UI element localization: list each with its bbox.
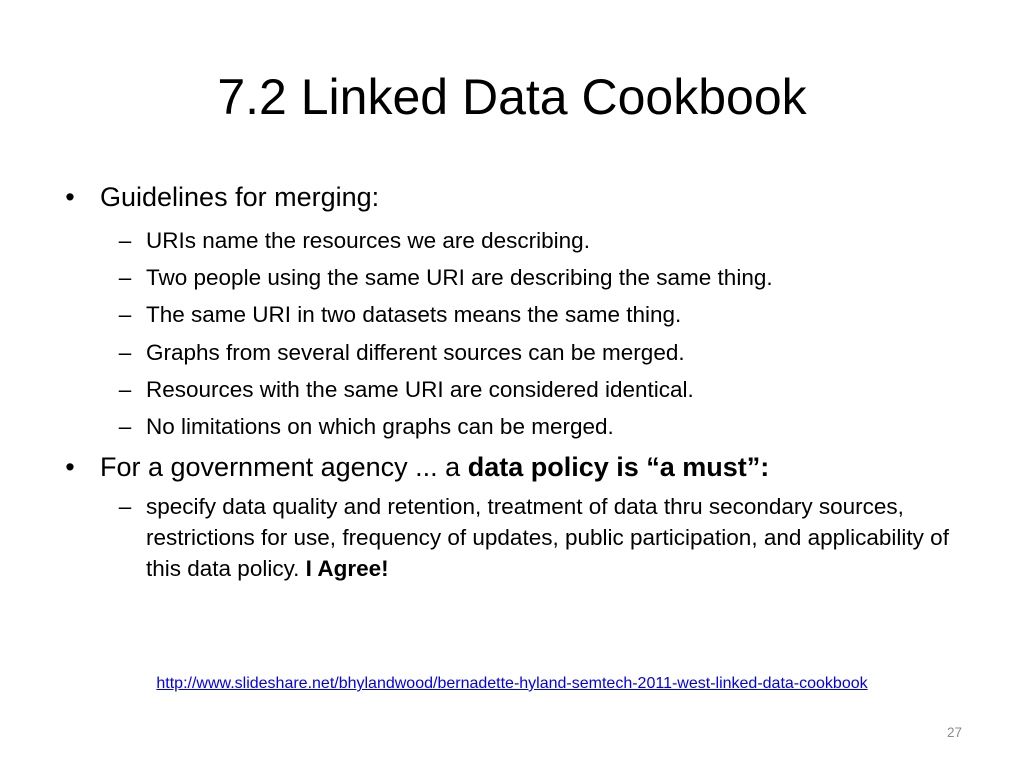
sub-bullet-emphasis: I Agree!	[305, 556, 389, 581]
sub-bullet	[118, 374, 976, 405]
sub-bullet-marker: –	[118, 340, 132, 365]
bullet-text-prefix: For a government agency ... a	[100, 452, 468, 482]
slide-title: 7.2 Linked Data Cookbook	[217, 69, 807, 125]
bullet-marker: •	[65, 452, 75, 482]
bullet-text-bold: data policy is “a must”:	[467, 452, 770, 482]
bullet-marker: •	[65, 182, 75, 212]
bullet-data-policy	[65, 450, 980, 484]
sub-bullet	[118, 225, 976, 256]
sub-bullet-marker: –	[118, 228, 132, 253]
sub-bullet-marker: –	[118, 414, 132, 439]
sub-bullet	[118, 299, 976, 330]
sub-bullet-marker: –	[118, 302, 132, 327]
sub-bullet-policy-details	[118, 491, 976, 584]
sub-bullet-text: URIs name the resources we are describing.	[146, 228, 590, 253]
sub-bullet-marker: –	[118, 494, 132, 519]
sub-bullet-text: specify data quality and retention, treatment of data thru secondary sources, restrictions for use, frequency of updates, public participation, and applicability of this data policy.	[146, 494, 949, 581]
sub-bullet-text: Two people using the same URI are describing the same thing.	[146, 265, 773, 290]
sub-bullet	[118, 262, 976, 293]
sub-bullet-text: Graphs from several different sources can be merged.	[146, 340, 685, 365]
page-number: 27	[946, 725, 962, 740]
sub-bullet-text: The same URI in two datasets means the same thing.	[146, 302, 682, 327]
sub-bullet	[118, 411, 976, 442]
sub-bullet	[118, 337, 976, 368]
sub-bullet-marker: –	[118, 377, 132, 402]
sub-bullet-text: Resources with the same URI are considered identical.	[146, 377, 694, 402]
sub-bullet-marker: –	[118, 265, 132, 290]
bullet-guidelines	[65, 180, 980, 214]
sub-bullet-text: No limitations on which graphs can be merged.	[146, 414, 614, 439]
bullet-text: Guidelines for merging:	[100, 182, 380, 212]
source-link[interactable]: http://www.slideshare.net/bhylandwood/bernadette-hyland-semtech-2011-west-linked-data-cookbook	[156, 675, 868, 692]
